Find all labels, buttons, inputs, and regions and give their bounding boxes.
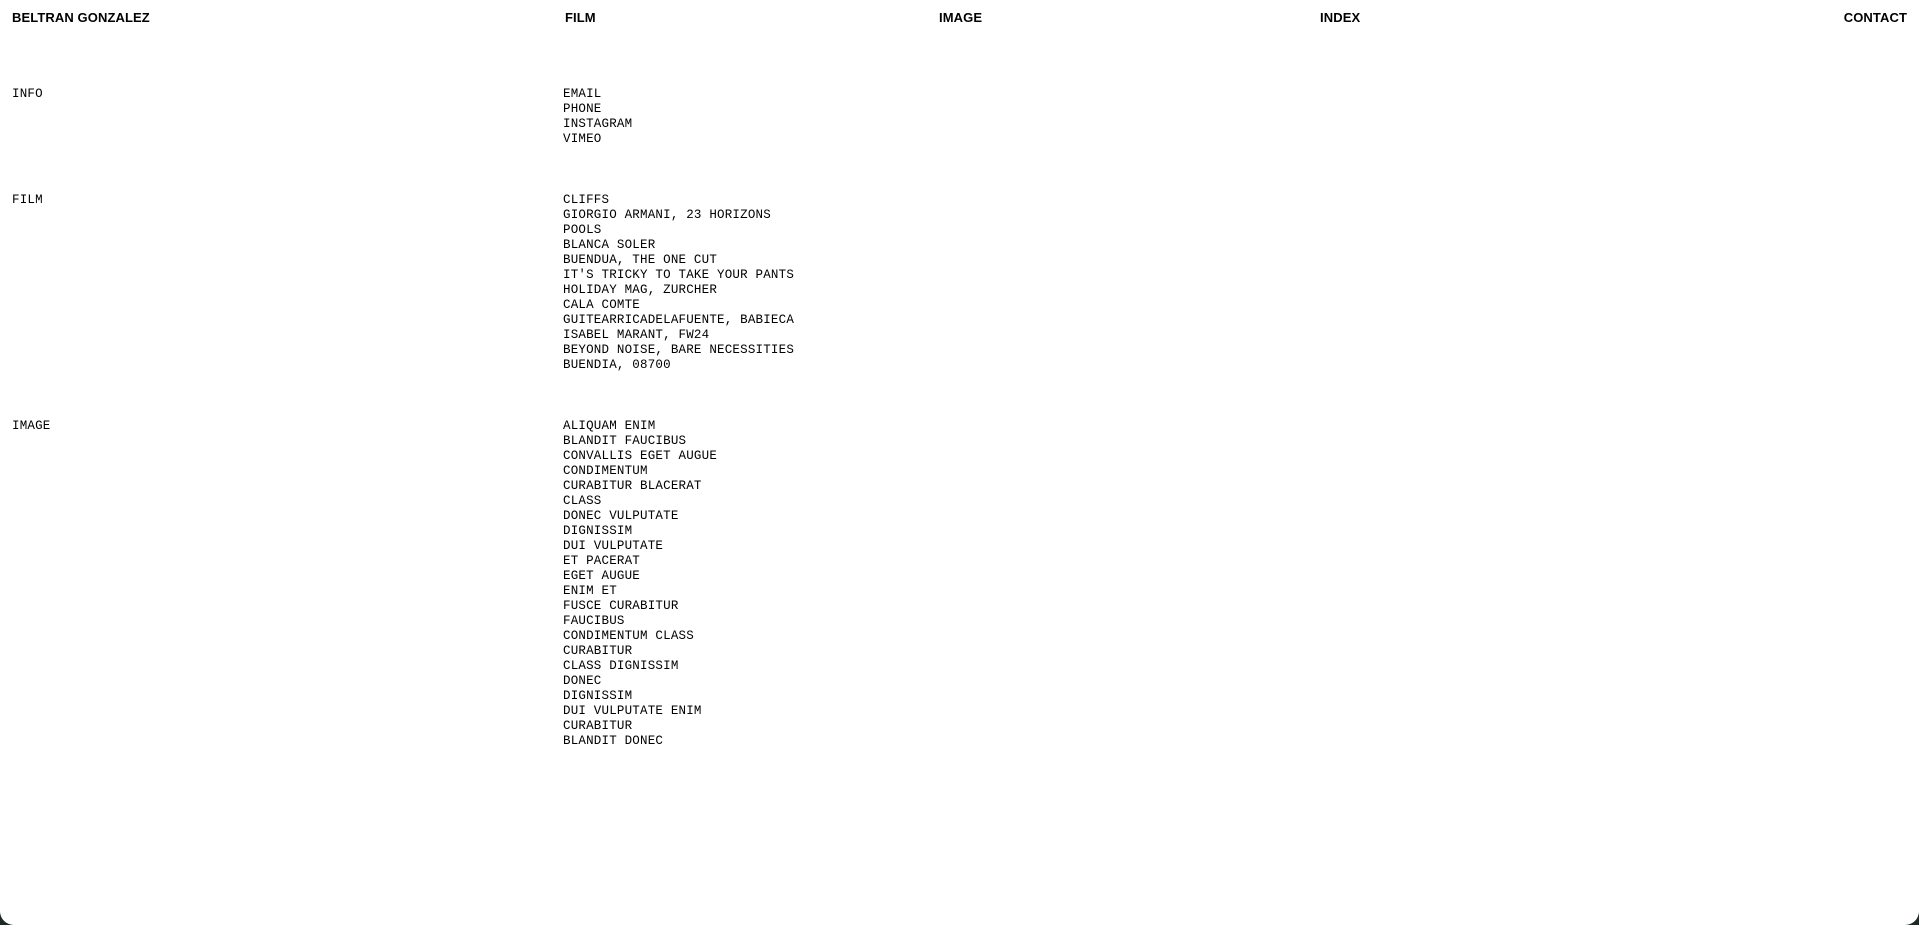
image-link[interactable]: CLASS DIGNISSIM	[563, 659, 679, 673]
list-item	[563, 283, 794, 298]
film-link[interactable]: ISABEL MARANT, FW24	[563, 328, 710, 342]
list-item	[563, 644, 717, 659]
image-link[interactable]: CURABITUR	[563, 644, 633, 658]
image-link[interactable]: DUI VULPUTATE ENIM	[563, 704, 702, 718]
list-item	[563, 524, 717, 539]
image-link[interactable]: DONEC	[563, 674, 602, 688]
info-link-phone[interactable]: PHONE	[563, 102, 602, 116]
section-label-image: IMAGE	[12, 419, 51, 433]
image-link[interactable]: DIGNISSIM	[563, 524, 633, 538]
list-item	[563, 554, 717, 569]
list-item	[563, 464, 717, 479]
film-link[interactable]: HOLIDAY MAG, ZURCHER	[563, 283, 718, 297]
list-item	[563, 614, 717, 629]
image-link[interactable]: BLANDIT FAUCIBUS	[563, 434, 687, 448]
list-item	[563, 313, 794, 328]
image-link[interactable]: CURABITUR	[563, 719, 633, 733]
image-link[interactable]: DIGNISSIM	[563, 689, 633, 703]
image-link[interactable]: FAUCIBUS	[563, 614, 625, 628]
list-item	[563, 208, 794, 223]
info-link-vimeo[interactable]: VIMEO	[563, 132, 602, 146]
image-link[interactable]: ET PACERAT	[563, 554, 641, 568]
image-link[interactable]: DUI VULPUTATE	[563, 539, 664, 553]
info-list	[563, 87, 632, 147]
brand-link[interactable]: BELTRAN GONZALEZ	[12, 10, 150, 25]
top-navigation	[0, 10, 1919, 26]
film-link[interactable]: IT'S TRICKY TO TAKE YOUR PANTS	[563, 268, 795, 282]
image-list	[563, 419, 717, 749]
list-item	[563, 223, 794, 238]
film-link[interactable]: BUENDIA, 08700	[563, 358, 671, 372]
film-link[interactable]: GUITEARRICADELAFUENTE, BABIECA	[563, 313, 795, 327]
image-link[interactable]: DONEC VULPUTATE	[563, 509, 679, 523]
film-link[interactable]: BUENDUA, THE ONE CUT	[563, 253, 718, 267]
list-item	[563, 659, 717, 674]
film-list	[563, 193, 794, 373]
list-item	[563, 704, 717, 719]
list-item	[563, 102, 632, 117]
list-item	[563, 569, 717, 584]
list-item	[563, 629, 717, 644]
list-item	[563, 193, 794, 208]
list-item	[563, 449, 717, 464]
list-item	[563, 689, 717, 704]
info-link-instagram[interactable]: INSTAGRAM	[563, 117, 633, 131]
list-item	[563, 87, 632, 102]
image-link[interactable]: CONVALLIS EGET AUGUE	[563, 449, 718, 463]
list-item	[563, 358, 794, 373]
list-item	[563, 674, 717, 689]
section-label-film: FILM	[12, 193, 43, 207]
list-item	[563, 328, 794, 343]
list-item	[563, 479, 717, 494]
image-link[interactable]: CURABITUR BLACERAT	[563, 479, 702, 493]
film-link[interactable]: BEYOND NOISE, BARE NECESSITIES	[563, 343, 795, 357]
film-link[interactable]: CALA COMTE	[563, 298, 641, 312]
list-item	[563, 268, 794, 283]
image-link[interactable]: BLANDIT DONEC	[563, 734, 664, 748]
nav-link-index[interactable]: INDEX	[1320, 10, 1361, 25]
image-link[interactable]: ENIM ET	[563, 584, 617, 598]
film-link[interactable]: BLANCA SOLER	[563, 238, 656, 252]
image-link[interactable]: CONDIMENTUM	[563, 464, 648, 478]
list-item	[563, 584, 717, 599]
list-item	[563, 434, 717, 449]
list-item	[563, 509, 717, 524]
image-link[interactable]: CONDIMENTUM CLASS	[563, 629, 694, 643]
list-item	[563, 599, 717, 614]
image-link[interactable]: FUSCE CURABITUR	[563, 599, 679, 613]
list-item	[563, 117, 632, 132]
section-label-info: INFO	[12, 87, 43, 101]
image-link[interactable]: CLASS	[563, 494, 602, 508]
list-item	[563, 419, 717, 434]
list-item	[563, 343, 794, 358]
list-item	[563, 132, 632, 147]
film-link[interactable]: POOLS	[563, 223, 602, 237]
info-link-email[interactable]: EMAIL	[563, 87, 602, 101]
nav-link-contact[interactable]: CONTACT	[1843, 10, 1907, 25]
list-item	[563, 298, 794, 313]
image-link[interactable]: ALIQUAM ENIM	[563, 419, 656, 433]
image-link[interactable]: EGET AUGUE	[563, 569, 641, 583]
list-item	[563, 734, 717, 749]
list-item	[563, 719, 717, 734]
list-item	[563, 253, 794, 268]
list-item	[563, 539, 717, 554]
film-link[interactable]: CLIFFS	[563, 193, 610, 207]
film-link[interactable]: GIORGIO ARMANI, 23 HORIZONS	[563, 208, 771, 222]
list-item	[563, 494, 717, 509]
nav-link-film[interactable]: FILM	[565, 10, 596, 25]
list-item	[563, 238, 794, 253]
nav-link-image[interactable]: IMAGE	[939, 10, 983, 25]
